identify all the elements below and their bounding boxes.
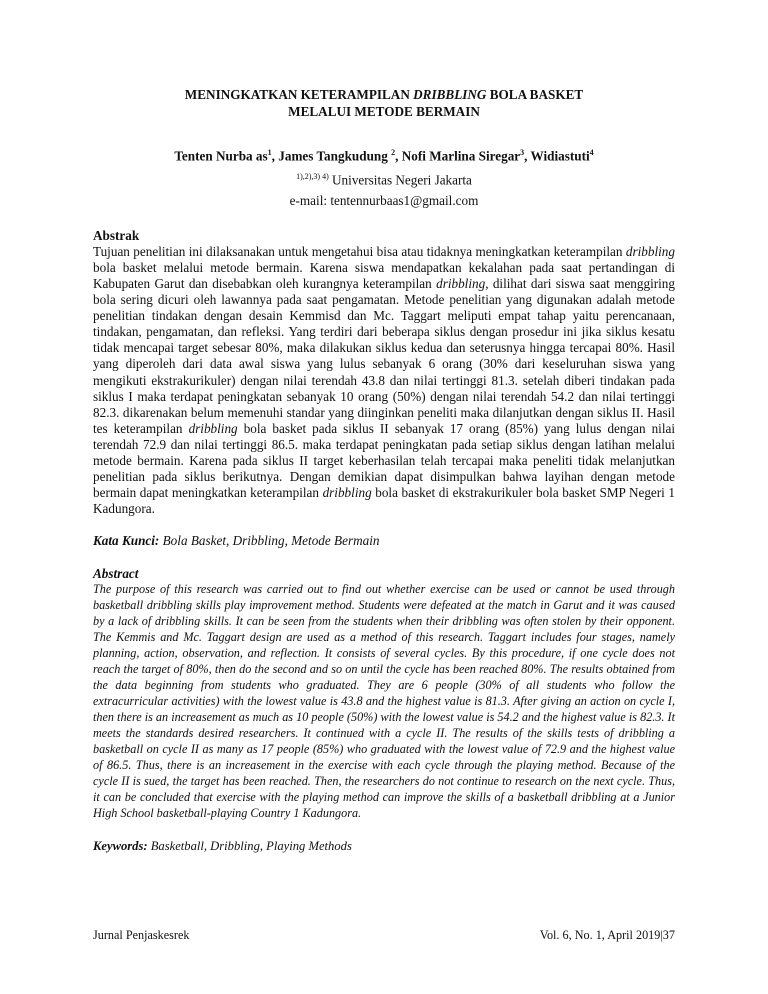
keywords: Keywords: Basketball, Dribbling, Playing Methods <box>93 838 352 853</box>
title-italic-term: DRIBBLING <box>413 87 487 102</box>
footer-journal: Jurnal Penjaskesrek <box>93 928 190 942</box>
abstract-heading: Abstract <box>93 566 139 582</box>
author-list: Tenten Nurba $as^1$, James Tangkudung $^2$, Nofi Marlina Siregar$^3$, Widiastuti$^4$ <box>174 148 594 164</box>
paper-page <box>93 78 675 854</box>
footer-volume-page: Vol. 6, No. 1, April 2019|37 <box>539 928 675 942</box>
author-email: e-mail: tentennurbaas1@gmail.com <box>289 192 479 208</box>
kata-kunci: Kata Kunci: Bola Basket, Dribbling, Metode Bermain <box>93 533 380 549</box>
title-line-1: MENINGKATKAN KETERAMPILAN DRIBBLING BOLA BASKET <box>184 87 584 102</box>
page-footer <box>93 928 675 943</box>
affiliation: $^{1),2),3) 4)}$ Universitas Negeri Jakarta <box>296 172 472 188</box>
paper-title <box>93 86 675 120</box>
abstrak-body: Tujuan penelitian ini dilaksanakan untuk mengetahui bisa atau tidaknya meningkatkan keterampilan dribbling bola basket melalui metode bermain. Karena siswa mendapatkan kekalahan pada saat pertandingan di Kabupaten Garut dan disebabkan oleh kurangnya keterampilan dribbling, dilihat dari siswa saat menggiring bola sering dicuri oleh lawannya pada saat pengamatan. Metode penelitian yang digunakan adalah metode penelitian tindakan dengan desain Kemmisd dan Mc. Taggart meliputi empat tahap yaitu perencanaan, tindakan, pengamatan, dan refleksi. Yang terdiri dari beberapa siklus dengan prosedur ini jika siklus kesatu tidak mencapai target sebesar 80%, maka dilakukan siklus kedua dan seterusnya hingga tercapai 80%. Hasil yang diperoleh dari data awal siswa yang lulus sebanyak 6 orang (30% dari keseluruhan siswa yang mengikuti ekstrakurikuler) dengan nilai terendah 43.8 dan nilai tertinggi 81.3. setelah diberi tindakan pada siklus I maka terdapat peningkatan sebanyak 10 orang (50%) dengan nilai terendah 54.2 dan nilai tertinggi 82.3. dikarenakan belum memenuhi standar yang diinginkan peneliti maka dilanjutkan dengan siklus II. Hasil tes keterampilan dribbling bola basket pada siklus II sebanyak 17 orang (85%) yang lulus dengan nilai terendah 72.9 dan nilai tertinggi 86.5. maka terdapat peningkatan pada setiap siklus dengan latihan melalui metode bermain. Karena pada siklus II target keberhasilan telah tercapai maka peneliti tidak melanjutkan penelitian pada siklus berikutnya. Dengan demikian dapat disimpulkan bahwa layihan dengan metode bermain dapat meningkatkan keterampilan dribbling bola basket di ekstrakurikuler bola basket SMP Negeri 1 Kadungora. <box>93 243 676 517</box>
abstract-body: The purpose of this research was carried out to find out whether exercise can be used or cannot be used through basketball dribbling skills play improvement method. Students were defeated at the match in Garut and it was caused by a lack of dribbling skills. It can be seen from the students when their dribbling was often stolen by their opponent. The Kemmis and Mc. Taggart design are used as a method of this research. Taggart includes four stages, namely planning, action, observation, and reflection. It consists of several cycles. By this procedure, if one cycle does not reach the target of 80%, then do the second and so on until the cycle has been reached 80%. The results obtained from the data beginning from students who graduated. They are 6 people (30% of all students who follow the extracurricular activities) with the lowest value is 43.8 and the highest value is 81.3. After giving an action on cycle I, then there is an increasement as much as 10 people (50%) with the lowest value is 54.2 and the highest value is 82.3. It meets the standards desired researchers. It continued with a cycle II. The results of the skills tests of dribbling a basketball on cycle II as many as 17 people (85%) who graduated with the lowest value of 72.9 and the highest value of 86.5. Thus, there is an increasement in the exercise with each cycle through the playing method. Because of the cycle II is sued, the target has been reached. Then, the researchers do not continue to research on the next cycle. Thus, it can be concluded that exercise with the playing method can improve the skills of a basketball dribbling at a Junior High School basketball-playing Country 1 Kadungora. <box>93 582 675 820</box>
title-line-2: MELALUI METODE BERMAIN <box>288 104 480 119</box>
abstrak-heading: Abstrak <box>93 227 140 243</box>
